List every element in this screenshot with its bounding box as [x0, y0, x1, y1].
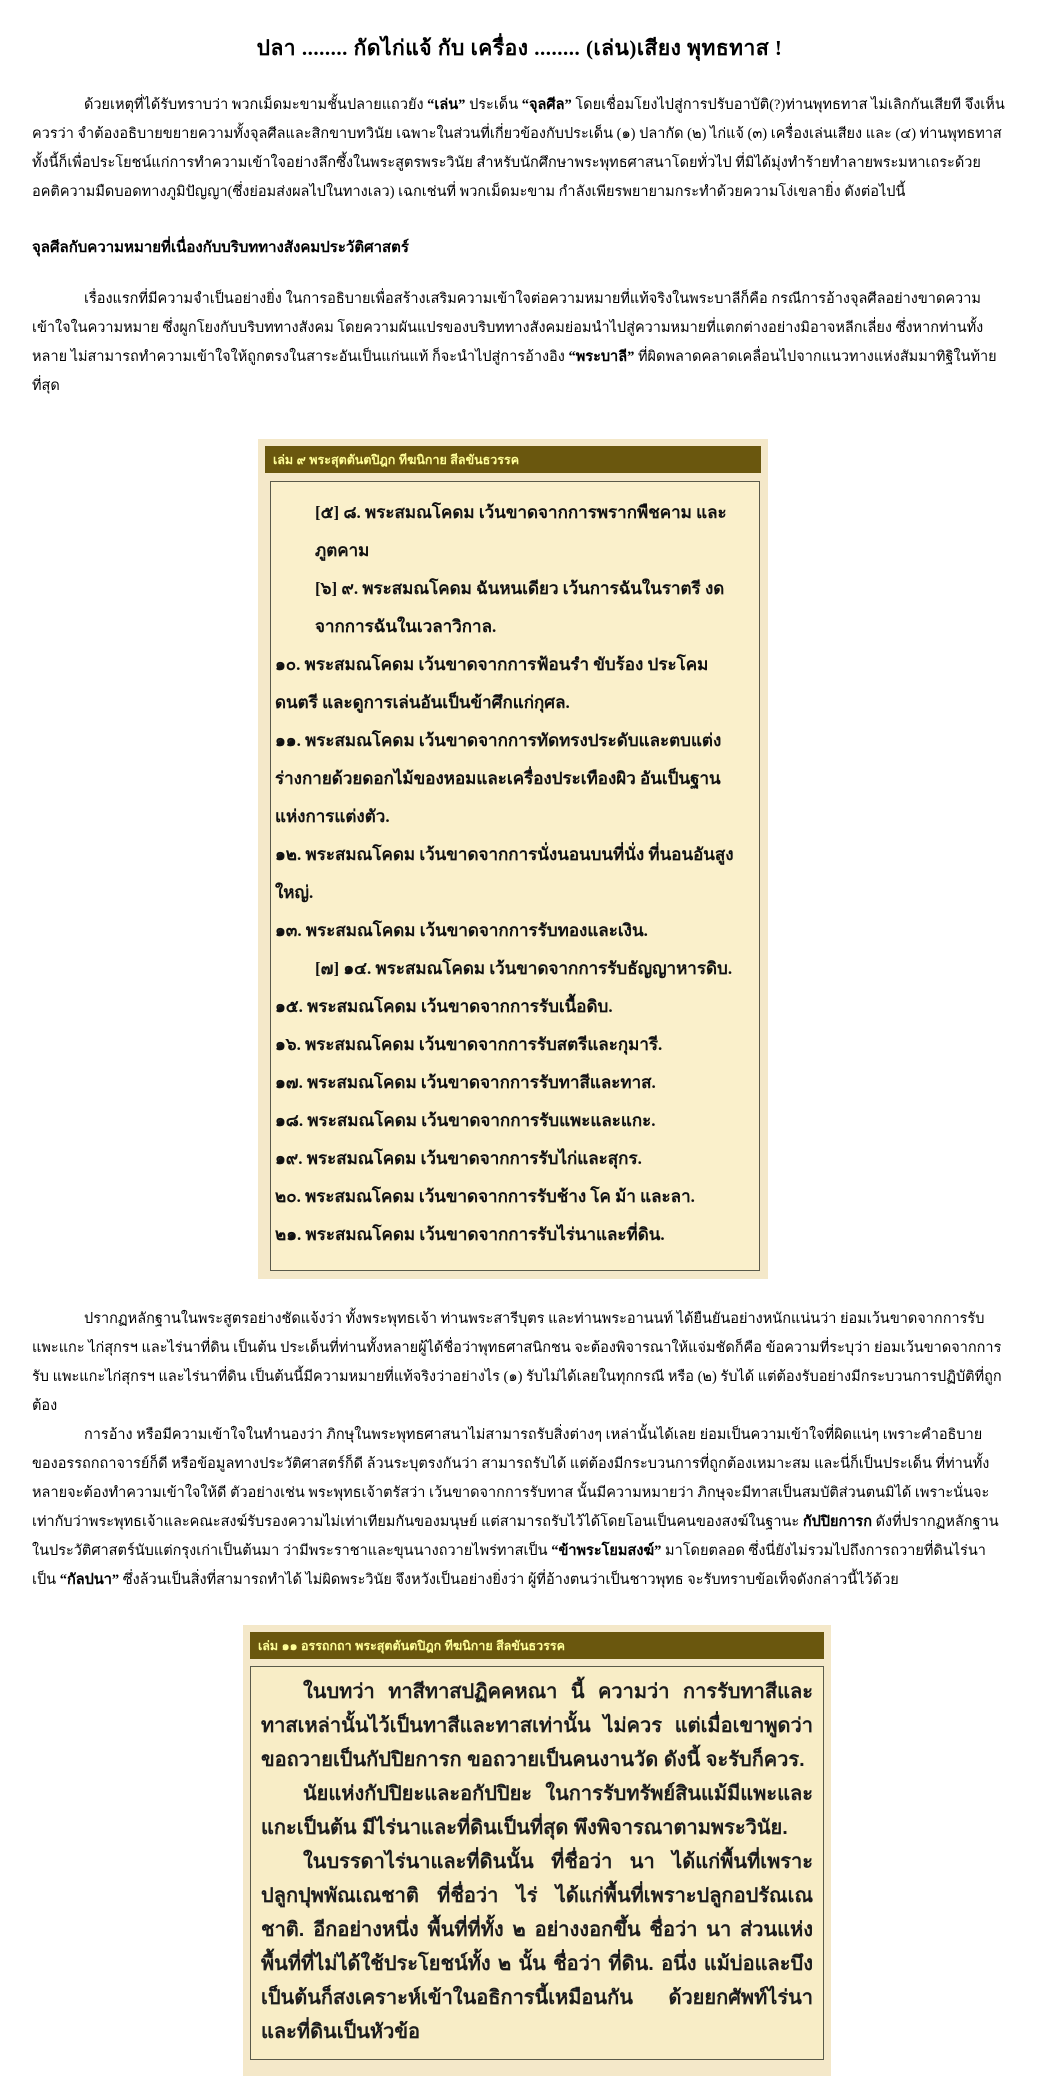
- argument-text-4: ซึ่งล้วนเป็นสิ่งที่สามารถทำได้ ไม่ผิดพระวินัย จึงหวังเป็นอย่างยิ่งว่า ผู้ที่อ้างตนว่าเป็นชาวพุทธ จะรับทราบข้อเท็จดังกล่าวนี้ไว้ด้วย: [119, 1572, 899, 1588]
- argument-text-2: ดังที่ปรากฏหลักฐานในประวัติศาสตร์นับแต่กรุงเก่าเป็นต้นมา ว่ามีพระราชาและขุนนางถวายไพร่ทาสเป็น: [32, 1514, 999, 1559]
- bold-term-phrabali: “พระบาลี”: [568, 349, 635, 365]
- sutta-item: [๗] ๑๔. พระสมณโคดม เว้นขาดจากการรับธัญญาหารดิบ.: [315, 959, 733, 978]
- sutta-box-content: [270, 481, 760, 1271]
- commentary-paragraph: ในบทว่า ทาสีทาสปฏิคคหณา นี้ ความว่า การรับทาสีและทาสเหล่านั้นไว้เป็นทาสีและทาสเท่านั้น ไม่ควร แต่เมื่อเขาพูดว่า ขอถวายเป็นกัปปิยการก ขอถวายเป็นคนงานวัด ดังนี้ จะรับก็ควร.: [261, 1681, 813, 1771]
- sutta-box-header: เล่ม ๙ พระสุตตันตปิฎก ทีฆนิกาย สีลขันธวรรค: [265, 446, 761, 473]
- bold-term-khaphrayomsong: “ข้าพระโยมสงฆ์”: [551, 1543, 662, 1559]
- sutta-item: ๑๖. พระสมณโคดม เว้นขาดจากการรับสตรีและกุมารี.: [275, 1035, 663, 1054]
- argument-text-3: มาโดยตลอด ซึ่งนี่ยังไม่รวมไปถึงการถวายที่ดินไร่นาเป็น: [32, 1543, 986, 1588]
- bold-term-julasila: “จุลศีล”: [521, 97, 572, 113]
- page-title: ปลา ........ กัดไก่แจ้ กับ เครื่อง ........ (เล่น)เสียง พุทธทาส !: [256, 36, 783, 60]
- intro-text-2: ประเด็น: [465, 97, 522, 113]
- section-heading: จุลศีลกับความหมายที่เนื่องกับบริบททางสังคมประวัติศาสตร์: [32, 240, 409, 256]
- commentary-paragraph: นัยแห่งกัปปิยะและอกัปปิยะ ในการรับทรัพย์สินแม้มีแพะและแกะเป็นต้น มีไร่นาและที่ดินเป็นที่สุด พึงพิจารณาตามพระวินัย.: [261, 1783, 813, 1839]
- sutta-quote-box: [258, 439, 768, 1279]
- sutta-item: ๒๐. พระสมณโคดม เว้นขาดจากการรับช้าง โค ม้า และลา.: [275, 1187, 695, 1206]
- sutta-item: ๑๑. พระสมณโคดม เว้นขาดจากการทัดทรงประดับและตบแต่งร่างกายด้วยดอกไม้ของหอมและเครื่องประเทืองผิว อันเป็นฐานแห่งการแต่งตัว.: [275, 731, 722, 826]
- context-text-1: เรื่องแรกที่มีความจำเป็นอย่างยิ่ง ในการอธิบายเพื่อสร้างเสริมความเข้าใจต่อความหมายที่แท้จริงในพระบาลีก็คือ กรณีการอ้างจุลศีลอย่างขาดความเข้าใจในความหมาย ซึ่งผูกโยงกับบริบททางสังคม โดยความผันแปรของบริบททางสังคมย่อมนำไปสู่ความหมายที่แตกต่างอย่างมิอาจหลีกเลี่ยง ซึ่งหากท่านทั้งหลาย ไม่สามารถทำความเข้าใจให้ถูกตรงในสาระอันเป็นแก่นแท้ ก็จะนำไปสู่การอ้างอิง: [32, 291, 984, 365]
- argument-paragraph: [32, 1421, 1007, 1595]
- commentary-quote-box: [243, 1625, 831, 2076]
- sutta-item: ๑๓. พระสมณโคดม เว้นขาดจากการรับทองและเงิน.: [275, 921, 648, 940]
- body-column-2: [32, 1305, 1007, 1595]
- intro-paragraph: [32, 91, 1007, 207]
- argument-text-1: การอ้าง หรือมีความเข้าใจในทำนองว่า ภิกษุในพระพุทธศาสนาไม่สามารถรับสิ่งต่างๆ เหล่านั้นได้เลย ย่อมเป็นความเข้าใจที่ผิดแน่ๆ เพราะคำอธิบายของอรรถกถาจารย์ก็ดี หรือข้อมูลทางประวัติศาสตร์ก็ดี ล้วนระบุตรงกันว่า สามารถรับได้ แต่ต้องมีกระบวนการที่ถูกต้องเหมาะสม และนี่ก็เป็นประเด็น ที่ท่านทั้งหลายจะต้องทำความเข้าใจให้ดี ตัวอย่างเช่น พระพุทธเจ้าตรัสว่า เว้นขาดจากการรับทาส นั้นมีความหมายว่า ภิกษุจะมีทาสเป็นสมบัติส่วนตนมิได้ เพราะนั่นจะเท่ากับว่าพระพุทธเจ้าและคณะสงฆ์รับรองความไม่เท่าเทียมกันของมนุษย์ แต่สามารถรับไว้ได้โดยโอนเป็นคนของสงฆ์ในฐานะ: [32, 1427, 990, 1530]
- bold-term-kappiyakaraka: กัปปิยการก: [802, 1514, 872, 1530]
- evidence-paragraph: ปรากฏหลักฐานในพระสูตรอย่างชัดแจ้งว่า ทั้งพระพุทธเจ้า ท่านพระสารีบุตร และท่านพระอานนท์ ได้ยืนยันอย่างหนักแน่นว่า ย่อมเว้นขาดจากการรับ แพะแกะ ไก่สุกรฯ และไร่นาที่ดิน เป็นต้น ประเด็นที่ท่านทั้งหลายผู้ได้ชื่อว่าพุทธศาสนิกชน จะต้องพิจารณาให้แจ่มชัดก็คือ ข้อความที่ระบุว่า ย่อมเว้นขาดจากการรับ แพะแกะไก่สุกรฯ และไร่นาที่ดิน เป็นต้นนี้มีความหมายที่แท้จริงว่าอย่างไร (๑) รับไม่ได้เลยในทุกกรณี หรือ (๒) รับได้ แต่ต้องรับอย่างมีกระบวนการปฏิบัติที่ถูกต้อง: [32, 1311, 1002, 1414]
- sutta-item: ๑๐. พระสมณโคดม เว้นขาดจากการฟ้อนรำ ขับร้อง ประโคมดนตรี และดูการเล่นอันเป็นข้าศึกแก่กุศล.: [275, 655, 709, 712]
- intro-text-1: ด้วยเหตุที่ได้รับทราบว่า พวกเม็ดมะขามชั้นปลายแถวยัง: [84, 97, 428, 113]
- sutta-item: [๖] ๙. พระสมณโคดม ฉันหนเดียว เว้นการฉันในราตรี งดจากการฉันในเวลาวิกาล.: [315, 579, 725, 636]
- context-text-2: ที่ผิดพลาดคลาดเคลื่อนไปจากแนวทางแห่งสัมมาทิฐิในท้ายที่สุด: [32, 349, 997, 394]
- sutta-item: ๑๙. พระสมณโคดม เว้นขาดจากการรับไก่และสุกร.: [275, 1149, 642, 1168]
- sutta-item: ๑๗. พระสมณโคดม เว้นขาดจากการรับทาสีและทาส.: [275, 1073, 656, 1092]
- commentary-box-header: เล่ม ๑๑ อรรถกถา พระสุตตันตปิฎก ทีฆนิกาย สีลขันธวรรค: [250, 1632, 824, 1659]
- sutta-item: ๑๕. พระสมณโคดม เว้นขาดจากการรับเนื้อดิบ.: [275, 997, 613, 1016]
- sutta-item: ๒๑. พระสมณโคดม เว้นขาดจากการรับไร่นาและที่ดิน.: [275, 1225, 665, 1244]
- bold-term-kalpana: “กัลปนา”: [59, 1572, 120, 1588]
- context-paragraph: [32, 285, 1007, 401]
- intro-text-3: โดยเชื่อมโยงไปสู่การปรับอาบัติ(?)ท่านพุทธทาส ไม่เลิกกันเสียที จึงเห็นควรว่า จำต้องอธิบายขยายความทั้งจุลศีลและสิกขาบทวินัย เฉพาะในส่วนที่เกี่ยวข้องกับประเด็น (๑) ปลากัด (๒) ไก่แจ้ (๓) เครื่องเล่นเสียง และ (๔) ท่านพุทธทาส ทั้งนี้ก็เพื่อประโยชน์แก่การทำความเข้าใจอย่างลึกซึ้งในพระสูตรพระวินัย สำหรับนักศึกษาพระพุทธศาสนาโดยทั่วไป ที่มิได้มุ่งทำร้ายทำลายพระมหาเถระด้วยอคติความมืดบอดทางภูมิปัญญา(ซึ่งย่อมส่งผลไปในทางเลว) เฉกเช่นที่ พวกเม็ดมะขาม กำลังเพียรพยายามกระทำด้วยความโง่เขลายิ่ง ดังต่อไปนี้: [32, 97, 1005, 200]
- body-column: [32, 91, 1007, 401]
- sutta-item: [๕] ๘. พระสมณโคดม เว้นขาดจากการพรากพืชคาม และภูตคาม: [315, 503, 727, 560]
- sutta-item: ๑๒. พระสมณโคดม เว้นขาดจากการนั่งนอนบนที่นั่ง ที่นอนอันสูงใหญ่.: [275, 845, 734, 902]
- commentary-box-content: [250, 1666, 824, 2060]
- sutta-item: ๑๘. พระสมณโคดม เว้นขาดจากการรับแพะและแกะ.: [275, 1111, 656, 1130]
- commentary-paragraph: ในบรรดาไร่นาและที่ดินนั้น ที่ชื่อว่า นา ได้แก่พื้นที่เพราะปลูกปุพพัณเณชาติ ที่ชื่อว่า ไร่ ได้แก่พื้นที่เพราะปลูกอปรัณเณชาติ. อีกอย่างหนึ่ง พื้นที่ที่ทั้ง ๒ อย่างงอกขึ้น ชื่อว่า นา ส่วนแห่งพื้นที่ที่ไม่ได้ใช้ประโยชน์ทั้ง ๒ นั้น ชื่อว่า ที่ดิน. อนึ่ง แม้บ่อและบึงเป็นต้นก็สงเคราะห์เข้าในอธิการนี้เหมือนกัน ด้วยยกศัพท์ไร่นาและที่ดินเป็นหัวข้อ: [261, 1851, 813, 2043]
- bold-term-len: “เล่น”: [427, 97, 466, 113]
